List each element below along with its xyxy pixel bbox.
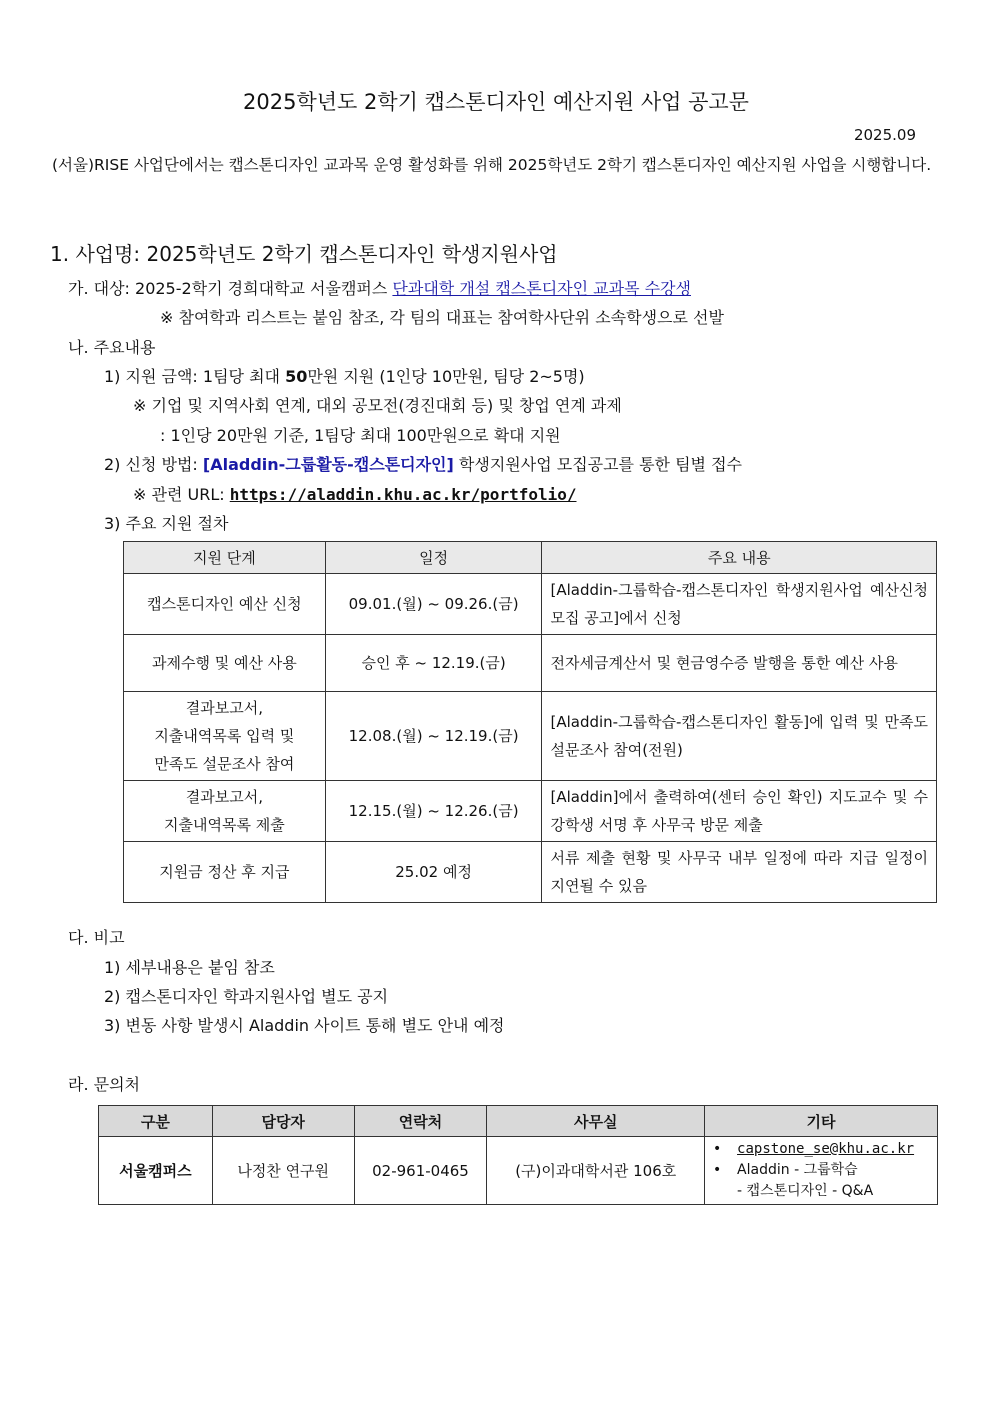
table-header-row [99,1106,938,1137]
campus-cell: 서울캠퍼스 [99,1137,213,1205]
apply-method-line: 2) 신청 방법: [Aladdin-그룹활동-캡스톤디자인] 학생지원사업 모집공고를 통한 팀별 접수 [104,455,743,474]
column-header: 사무실 [487,1106,705,1137]
target-label: 가. 대상: 2025-2학기 경희대학교 서울캠퍼스 [68,279,393,298]
schedule-cell: 승인 후 ~ 12.19.(금) [325,635,542,692]
target-line [68,276,691,299]
remark-item: 2) 캡스톤디자인 학과지원사업 별도 공지 [104,987,389,1006]
etc-cell [705,1137,938,1205]
column-header: 주요 내용 [542,542,937,574]
list-item: • capstone_se@khu.ac.kr [713,1141,915,1157]
table-row [124,842,937,903]
notice-date: 2025.09 [853,126,916,144]
content-cell: 전자세금계산서 및 현금영수증 발행을 통한 예산 사용 [542,635,937,692]
content-cell: 서류 제출 현황 및 사무국 내부 일정에 따라 지급 일정이 지연될 수 있음 [542,842,937,903]
stage-cell: 지원금 정산 후 지급 [124,842,326,903]
schedule-cell: 25.02 예정 [325,842,542,903]
amount-note-2: : 1인당 20만원 기준, 1팀당 최대 100만원으로 확대 지원 [160,426,561,445]
contact-table [98,1105,938,1205]
intro-paragraph: (서울)RISE 사업단에서는 캡스톤디자인 교과목 운영 활성화를 위해 2025학년도 2학기 캡스톤디자인 예산지원 사업을 시행합니다. [52,156,932,174]
content-cell: [Aladdin-그룹학습-캡스톤디자인 활동]에 입력 및 만족도 설문조사 참여(전원) [542,692,937,781]
table-row [99,1137,938,1205]
table-row [124,635,937,692]
target-link[interactable]: 단과대학 개설 캡스톤디자인 교과목 수강생 [392,279,691,298]
procedure-table [123,541,937,903]
column-header: 일정 [325,542,542,574]
procedure-heading: 3) 주요 지원 절차 [104,514,229,533]
table-row [124,574,937,635]
column-header: 지원 단계 [124,542,326,574]
column-header: 연락처 [354,1106,487,1137]
list-item: • Aladdin - 그룹학습 [713,1162,858,1178]
column-header: 구분 [99,1106,213,1137]
column-header: 기타 [705,1106,938,1137]
schedule-cell: 12.08.(월) ~ 12.19.(금) [325,692,542,781]
page-title: 2025학년도 2학기 캡스톤디자인 예산지원 사업 공고문 [243,90,749,114]
stage-cell: 결과보고서, 지출내역목록 입력 및 만족도 설문조사 참여 [124,692,326,781]
phone-cell: 02-961-0465 [354,1137,487,1205]
email-link[interactable]: capstone_se@khu.ac.kr [737,1141,915,1157]
aladdin-menu-path: [Aladdin-그룹활동-캡스톤디자인] [202,455,454,474]
table-header-row [124,542,937,574]
remark-item: 1) 세부내용은 붙임 참조 [104,958,275,977]
schedule-cell: 12.15.(월) ~ 12.26.(금) [325,781,542,842]
content-cell: [Aladdin]에서 출력하여(센터 승인 확인) 지도교수 및 수강학생 서명 후 사무국 방문 제출 [542,781,937,842]
amount-note-1: ※ 기업 및 지역사회 연계, 대외 공모전(경진대회 등) 및 창업 연계 과제 [133,396,622,415]
amount-bold: 50 [285,367,308,386]
content-cell: [Aladdin-그룹학습-캡스톤디자인 학생지원사업 예산신청 모집 공고]에서 신청 [542,574,937,635]
url-line: ※ 관련 URL: https://aladdin.khu.ac.kr/portfolio/ [133,485,577,504]
schedule-cell: 09.01.(월) ~ 09.26.(금) [325,574,542,635]
contact-heading: 라. 문의처 [68,1075,140,1094]
office-cell: (구)이과대학서관 106호 [487,1137,705,1205]
stage-cell: 캡스톤디자인 예산 신청 [124,574,326,635]
remark-item: 3) 변동 사항 발생시 Aladdin 사이트 통해 별도 안내 예정 [104,1016,505,1035]
target-note: ※ 참여학과 리스트는 붙임 참조, 각 팀의 대표는 참여학사단위 소속학생으로 선발 [160,308,724,327]
stage-cell: 결과보고서, 지출내역목록 제출 [124,781,326,842]
support-amount-line: 1) 지원 금액: 1팀당 최대 50만원 지원 (1인당 10만원, 팀당 2~5명) [104,367,585,386]
main-content-heading: 나. 주요내용 [68,338,156,357]
remarks-heading: 다. 비고 [68,928,125,947]
column-header: 담당자 [212,1106,354,1137]
person-cell: 나정찬 연구원 [212,1137,354,1205]
table-row [124,781,937,842]
list-item: - 캡스톤디자인 - Q&A [737,1183,874,1199]
etc-list [711,1139,931,1202]
stage-cell: 과제수행 및 예산 사용 [124,635,326,692]
table-row [124,692,937,781]
portfolio-url-link[interactable]: https://aladdin.khu.ac.kr/portfolio/ [229,485,577,504]
section-1-heading: 1. 사업명: 2025학년도 2학기 캡스톤디자인 학생지원사업 [50,242,558,266]
